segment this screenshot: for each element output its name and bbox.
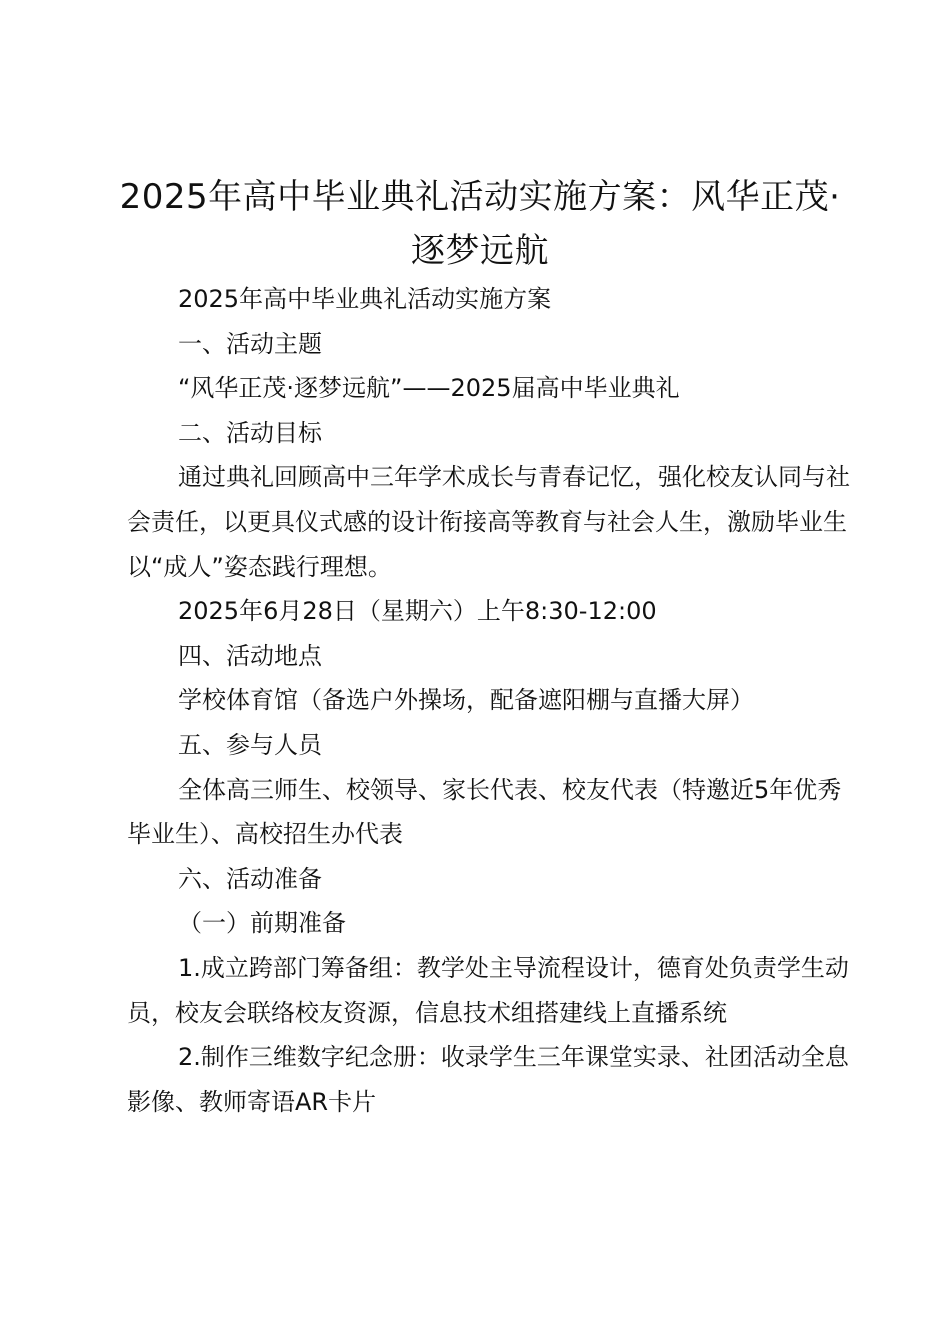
paragraph-time: 2025年6月28日（星期六）上午8:30-12:00	[178, 597, 657, 626]
heading-participants: 五、参与人员	[178, 730, 322, 759]
document-body	[127, 277, 857, 1124]
paragraph-goal: 通过典礼回顾高中三年学术成长与青春记忆，强化校友认同与社会责任，以更具仪式感的设计衔接高等教育与社会人生，激励毕业生以“成人”姿态践行理想。	[127, 463, 850, 581]
heading-preparation: 六、活动准备	[178, 864, 322, 893]
heading-activity-location: 四、活动地点	[178, 641, 322, 670]
paragraph-participants: 全体高三师生、校领导、家长代表、校友代表（特邀近5年优秀毕业生）、高校招生办代表	[127, 775, 842, 849]
heading-activity-goal: 二、活动目标	[178, 418, 322, 447]
document-title: 2025年高中毕业典礼活动实施方案：风华正茂·逐梦远航	[119, 177, 841, 271]
paragraph-location: 学校体育馆（备选户外操场，配备遮阳棚与直播大屏）	[178, 686, 754, 715]
paragraph-theme: “风华正茂·逐梦远航”——2025届高中毕业典礼	[178, 374, 680, 403]
heading-activity-theme: 一、活动主题	[178, 329, 322, 358]
paragraph-plan-name: 2025年高中毕业典礼活动实施方案	[178, 285, 552, 313]
paragraph-preparation-item-2: 2.制作三维数字纪念册：收录学生三年课堂实录、社团活动全息影像、教师寄语AR卡片	[127, 1043, 849, 1116]
subheading-early-preparation: （一）前期准备	[178, 909, 346, 938]
paragraph-preparation-item-1: 1.成立跨部门筹备组：教学处主导流程设计，德育处负责学生动员，校友会联络校友资源，信息技术组搭建线上直播系统	[127, 953, 849, 1027]
